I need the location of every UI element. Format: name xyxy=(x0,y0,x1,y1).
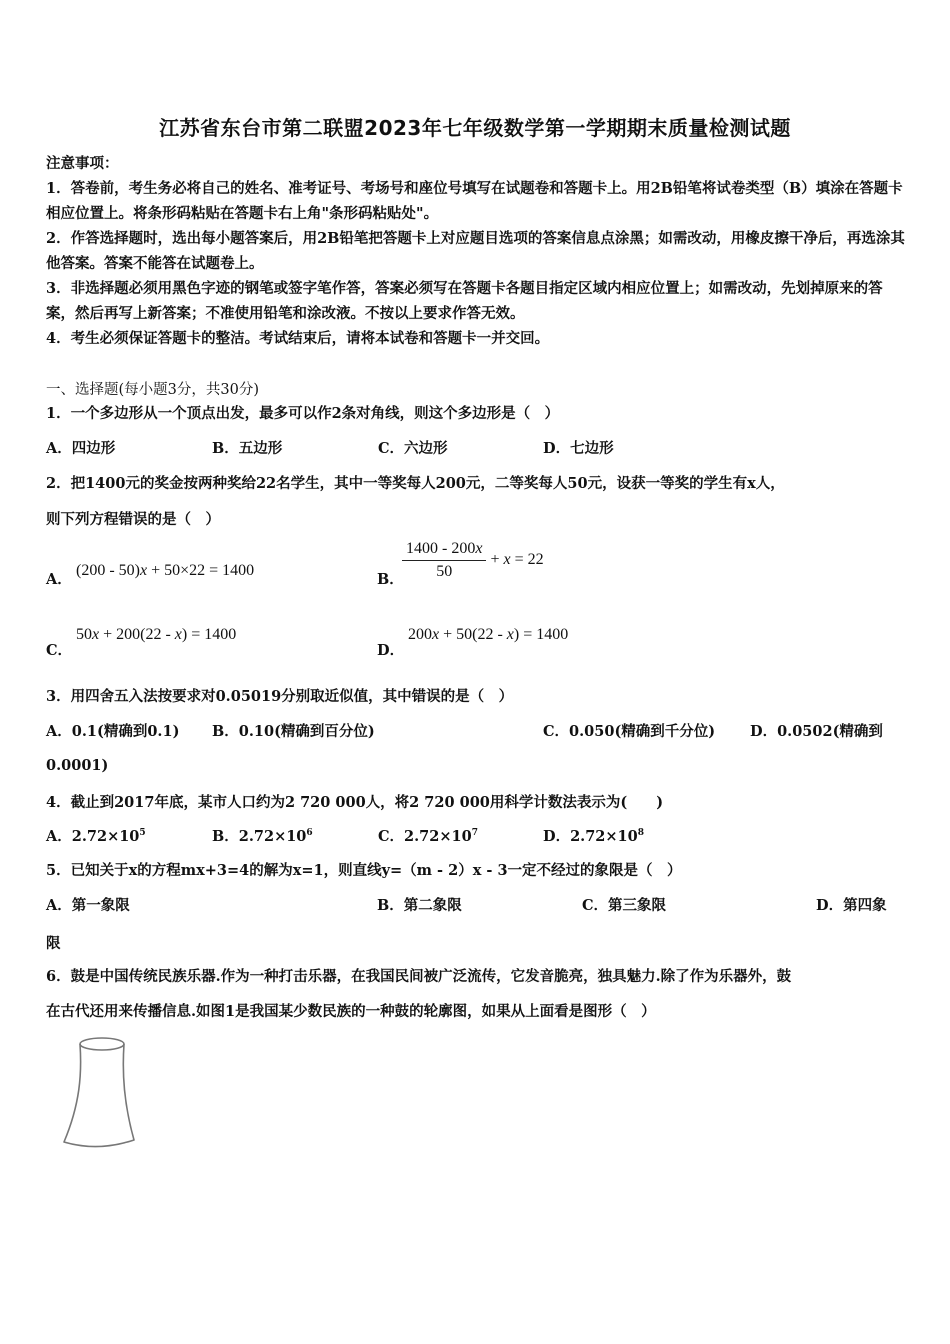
q1-option-d: D．七边形 xyxy=(543,440,614,457)
q4-option-d xyxy=(543,825,644,846)
q3-option-a: A．0.1(精确到0.1) xyxy=(46,723,180,740)
q5-option-a: A．第一象限 xyxy=(46,897,130,914)
question-4: 4．截止到2017年底，某市人口约为2 720 000人，将2 720 000用科学计数法表示为( ) xyxy=(46,794,664,811)
option-exponent: 8 xyxy=(637,828,644,839)
notice-item-3: 3．非选择题必须用黑色字迹的钢笔或签字笔作答，答案必须写在答题卡各题目指定区域内相应位置上；如需改动，先划掉原来的答案，然后再写上新答案；不准使用铅笔和涂改液。不按以上要求作答无效。 xyxy=(46,280,883,322)
q5-option-c: C．第三象限 xyxy=(582,897,667,914)
eq-d-part: + 50(22 - xyxy=(439,626,507,643)
eq-b-part: = 22 xyxy=(510,551,544,569)
option-base: C．2.72×10 xyxy=(378,828,472,845)
q5-option-d: D．第四象 xyxy=(816,897,887,914)
fraction xyxy=(402,540,486,581)
q1-option-b: B．五边形 xyxy=(212,440,283,457)
eq-d-part: ) = 1400 xyxy=(513,626,569,643)
notice-item-4: 4．考生必须保证答题卡的整洁。考试结束后，请将本试卷和答题卡一并交回。 xyxy=(46,330,550,347)
eq-c-part: + 200(22 - xyxy=(99,626,175,643)
eq-c-part: ) = 1400 xyxy=(181,626,237,643)
eq-c-var: x xyxy=(92,626,100,643)
fraction-denominator: 50 xyxy=(436,563,453,580)
q2-equation-b xyxy=(402,540,544,581)
drum-outline-figure xyxy=(58,1034,148,1154)
option-exponent: 5 xyxy=(139,828,146,839)
eq-c-var: x xyxy=(174,626,182,643)
q2-equation-c xyxy=(76,626,236,644)
notice-item-1: 1．答卷前，考生务必将自己的姓名、准考证号、考场号和座位号填写在试题卷和答题卡上。用2B铅笔将试卷类型（B）填涂在答题卡相应位置上。将条形码粘贴在答题卡右上角"条形码粘贴处"。 xyxy=(46,180,903,222)
q3-option-d: D．0.0502(精确到 xyxy=(750,723,883,740)
eq-d-part: 200 xyxy=(408,626,432,643)
question-6-line-1: 6．鼓是中国传统民族乐器.作为一种打击乐器，在我国民间被广泛流传，它发音脆亮，独具魅力.除了作为乐器外，鼓 xyxy=(46,968,792,985)
eq-b-part: + xyxy=(486,551,504,569)
option-base: B．2.72×10 xyxy=(212,828,307,845)
question-1: 1．一个多边形从一个顶点出发，最多可以作2条对角线，则这个多边形是（ ） xyxy=(46,405,560,422)
q3-option-d-continued: 0.0001) xyxy=(46,757,109,774)
notice-item-2: 2．作答选择题时，选出每小题答案后，用2B铅笔把答题卡上对应题目选项的答案信息点涂黑；如需改动，用橡皮擦干净后，再选涂其他答案。答案不能答在试题卷上。 xyxy=(46,230,905,272)
eq-a-part: + 50×22 = 1400 xyxy=(147,562,255,579)
page-title: 江苏省东台市第二联盟2023年七年级数学第一学期期末质量检测试题 xyxy=(159,116,791,140)
eq-b-var: x xyxy=(503,551,511,569)
eq-d-var: x xyxy=(506,626,514,643)
eq-a-var: x xyxy=(139,562,148,579)
numerator-text: 1400 - 200 xyxy=(406,540,476,557)
eq-d-var: x xyxy=(432,626,440,643)
q5-option-b: B．第二象限 xyxy=(377,897,462,914)
notice-heading: 注意事项： xyxy=(46,155,119,172)
q2-label-d: D． xyxy=(377,642,405,659)
q3-option-b: B．0.10(精确到百分位) xyxy=(212,723,375,740)
section-heading: 一、选择题(每小题3分，共30分) xyxy=(46,382,259,398)
option-exponent: 6 xyxy=(306,828,313,839)
question-3: 3．用四舍五入法按要求对0.05019分别取近似值，其中错误的是（ ） xyxy=(46,688,514,705)
q3-option-c: C．0.050(精确到千分位) xyxy=(543,723,716,740)
q4-option-b xyxy=(212,825,313,846)
question-2-line-2: 则下列方程错误的是（ ） xyxy=(46,511,220,528)
numerator-var: x xyxy=(475,540,483,557)
q4-option-a xyxy=(46,825,146,846)
option-base: A．2.72×10 xyxy=(46,828,140,845)
fraction-numerator xyxy=(402,540,486,561)
q1-option-a: A．四边形 xyxy=(46,440,116,457)
q2-label-b: B． xyxy=(377,571,404,588)
q2-equation-d xyxy=(408,626,568,644)
q2-label-a: A． xyxy=(46,571,72,588)
question-2-line-1: 2．把1400元的奖金按两种奖给22名学生，其中一等奖每人200元，二等奖每人50元，设获一等奖的学生有x人， xyxy=(46,475,785,492)
option-base: D．2.72×10 xyxy=(543,828,638,845)
question-5: 5．已知关于x的方程mx+3=4的解为x=1，则直线y=（m - 2）x - 3一定不经过的象限是（ ） xyxy=(46,862,682,879)
q5-option-d-continued: 限 xyxy=(46,935,61,952)
q2-label-c: C． xyxy=(46,642,73,659)
q2-equation-a xyxy=(76,562,254,580)
question-6-line-2: 在古代还用来传播信息.如图1是我国某少数民族的一种鼓的轮廓图，如果从上面看是图形（ ） xyxy=(46,1003,656,1020)
q4-option-c xyxy=(378,825,478,846)
q1-option-c: C．六边形 xyxy=(378,440,448,457)
eq-a-part: (200 - 50) xyxy=(76,562,140,579)
eq-c-part: 50 xyxy=(76,626,92,643)
option-exponent: 7 xyxy=(471,828,478,839)
